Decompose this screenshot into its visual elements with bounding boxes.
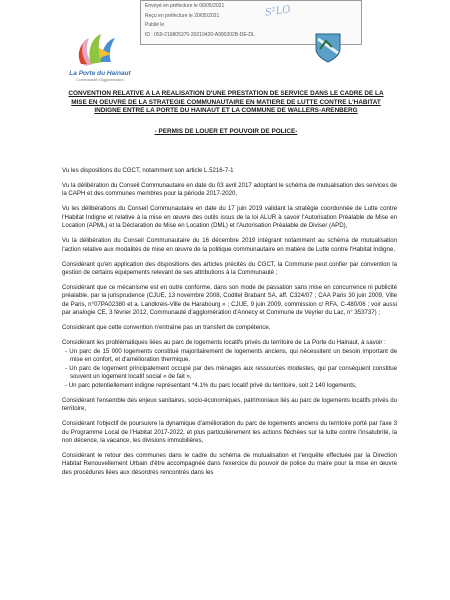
paragraph-vu-cgct: Vu les dispositions du CGCT, notamment son article L.5216-7-1	[62, 167, 234, 174]
stamp-line: Publié le	[145, 22, 165, 28]
list-item: - Un parc de logement principalement occupé par des ménages aux ressources modestes, qui par conséquent constitue souvent un logement locatif social « de fait »,	[65, 364, 397, 381]
paragraph-vu-mutualisation: Vu la délibération du Conseil Communautaire en date du 03 avril 2017 adoptant le schéma de mutualisation des services de la CAPH et des communes membres pour la période 2017-2020,	[62, 181, 397, 198]
paragraph-considerant-jurisprudence: Considérant que ce mécanisme est en outre conforme, dans son mode de passation sans mise en concurrence ni publicité préalable, par la jurisprudence (CJUE, 13 novembre 2008, Coditel Brabant SA, aff. C324/07 ; CAA Paris 30 juin 2009, Ville de Paris, n°07PA02380 et a. Landkreis-Ville de Harabourg » ; CJUE, 9 juin 2009, commission c/ RFA, C-480/06 ; voir aussi par analogie CE, 3 février 2012, Communauté d'agglomération d'Annecy et Commune de Veyrier du Lac, n° 353737) ;	[62, 283, 397, 317]
paragraph-considerant-enjeux: Considérant l'ensemble des enjeux sanitaires, socio-économiques, patrimoniaux liés au parc de logements locatifs privés du territoire,	[62, 396, 397, 413]
paragraph-considerant-problematiques	[62, 339, 397, 390]
logo-tagline: Communauté d'Agglomération	[76, 78, 124, 82]
list-item: - Un parc potentiellement indigne représentant *4.1% du parc locatif privé du territoire, soit 2 140 logements,	[65, 381, 357, 389]
commune-crest	[315, 33, 341, 63]
paragraph-considerant-competence: Considérant que cette convention n'entraîne pas un transfert de compétence,	[62, 324, 271, 332]
stamp-line: Reçu en préfecture le 20/05/2021	[145, 12, 220, 19]
title-line: INDIGNE ENTRE LA PORTE DU HAINAUT ET LA COMMUNE DE WALLERS-ARENBERG	[94, 107, 358, 115]
list-item: - Un parc de 15 000 logements constitué majoritairement de logements anciens, qui nécessitent un besoin important de mise en confort, et d'amélioration thermique,	[65, 347, 397, 364]
porte-du-hainaut-logo	[65, 28, 125, 70]
document-title	[30, 90, 422, 116]
document-body	[62, 167, 397, 484]
title-line: CONVENTION RELATIVE A LA REALISATION D'UNE PRESTATION DE SERVICE DANS LE CADRE DE LA	[68, 90, 384, 97]
document-subtitle: - PERMIS DE LOUER ET POUVOIR DE POLICE-	[154, 128, 298, 135]
list-intro: Considérant les problématiques liées au parc de logements locatifs privés du territoire de La Porte du Hainaut, à savoir :	[62, 339, 386, 347]
paragraph-vu-integration: Vu la délibération du Conseil Communautaire du 16 décembre 2019 intégrant notamment au schéma de mutualisation l'action relative aux modalités de mise en œuvre de la politique communautaire en matière de Lutte contre l'Habitat Indigne,	[62, 237, 397, 253]
paragraph-vu-lhi: Vu les délibérations du Conseil Communautaire en date du 17 juin 2019 validant la stratégie coordonnée de Lutte contre l'Habitat Indigne et relative à la mise en œuvre des outils issus de la loi ALUR à savoir l'Autorisation Préalable de Mise en Location (APML) et la Déclaration de Mise en Location (DML) et l'Autorisation Préalable de Diviser (APD),	[62, 205, 397, 230]
paragraph-considerant-convention: Considérant qu'en application des dispositions des articles précités du CGCT, la Commune peut confier par convention la gestion de certains équipements relevant de ses attributions à la Communauté ;	[62, 260, 397, 277]
stamp-line: ID : 059-216805375-20210420-A990202B-DE-DL	[145, 31, 255, 38]
logo-name: La Porte du Hainaut	[69, 70, 131, 77]
stamp-line: Envoyé en préfecture le 06/05/2021	[145, 3, 225, 9]
slow-mark: S²LO	[264, 4, 292, 19]
paragraph-considerant-retour: Considérant le retour des communes dans le cadre du schéma de mutualisation et l'enquête effectuée par la Direction Habitat Renouvellement Urbain d'être accompagnée dans l'exercice du pouvoir de police du maire pour la mise en œuvre des procédures liées aux désordres rencontrés dans les	[62, 451, 397, 476]
title-line: MISE EN OEUVRE DE LA STRATEGIE COMMUNAUTAIRE EN MATIERE DE LUTTE CONTRE L'HABITAT	[71, 98, 381, 106]
paragraph-considerant-objectif: Considérant l'objectif de poursuivre la dynamique d'amélioration du parc de logements anciens du territoire porté par l'axe 3 du Programme Local de l'Habitat 2017-2022, et plus particulièrement les actions fléchées sur la lutte contre l'insalubrité, la non décence, la vacance, les divisions immobilières,	[62, 420, 397, 445]
